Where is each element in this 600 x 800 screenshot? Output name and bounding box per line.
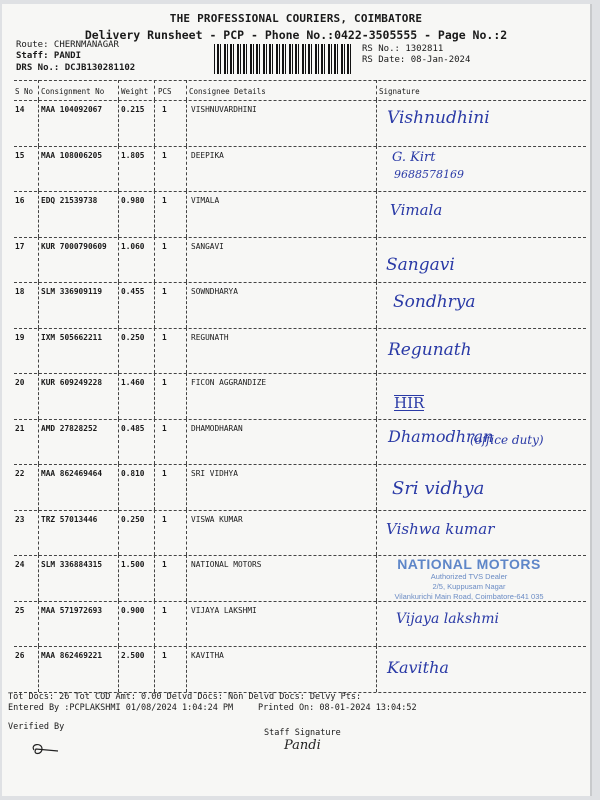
printed-on: Printed On: 08-01-2024 13:04:52 [258,703,417,713]
col-divider [376,601,377,647]
row-sno: 15 [15,150,25,160]
row-pcs: 1 [162,469,167,478]
staff-signature-label: Staff Signature [264,728,341,738]
row-consignment-no: AMD 27828252 [41,423,98,433]
stamp-line: Authorized TVS Dealer [430,572,508,581]
col-divider [38,237,39,283]
col-header-consignment: Consignment No [41,87,105,96]
col-header-signature: Signature [379,87,420,96]
col-divider [376,328,377,374]
col-divider [376,419,377,465]
col-divider [186,510,187,556]
row-signature-extra: 9688578169 [394,167,464,181]
col-divider [38,373,39,419]
col-divider [154,282,155,328]
row-weight: 0.215 [121,105,145,114]
stamp-line: 2/5, Kuppusam Nagar [432,582,506,591]
row-consignee: NATIONAL MOTORS [191,560,262,569]
row-consignment-no: MAA 862469221 [41,651,103,660]
row-pcs: 1 [162,560,167,569]
col-divider [38,146,39,192]
row-sno: 23 [15,514,25,524]
row-pcs: 1 [162,105,167,114]
route-label: Route: CHERNMANAGAR [16,40,119,50]
row-consignee: VISHNUVARDHINI [191,105,257,114]
col-divider [376,191,377,237]
col-divider [38,328,39,374]
row-rule [14,191,586,192]
row-consignment-no: SLM 336884315 [41,560,103,569]
col-divider [186,80,187,100]
col-divider [376,510,377,556]
row-consignment-no: MAA 108006205 [41,150,103,160]
row-signature-extra: (office duty) [470,432,544,447]
row-rule [14,282,586,283]
col-divider [376,100,377,146]
col-divider [186,146,187,192]
col-divider [38,601,39,647]
staff-signature-scribble: Pandi [284,738,321,753]
col-divider [186,555,187,601]
header-rule [14,100,586,101]
col-divider [118,373,119,419]
col-divider [154,328,155,374]
col-divider [154,601,155,647]
row-consignment-no: MAA 862469464 [41,469,103,478]
row-consignment-no: EDQ 21539738 [41,196,98,205]
col-divider [186,100,187,146]
row-consignee: FICON AGGRANDIZE [191,378,267,387]
row-signature: Vishwa kumar [386,519,495,538]
col-divider [376,237,377,283]
col-divider [376,464,377,510]
col-divider [154,191,155,237]
entered-by: Entered By :PCPLAKSHMI 01/08/2024 1:04:24 PM [8,703,234,713]
col-divider [154,100,155,146]
row-pcs: 1 [162,241,167,251]
col-divider [118,191,119,237]
row-weight: 0.810 [121,469,145,478]
col-divider [118,328,119,374]
row-weight: 0.250 [121,332,145,342]
row-consignee: SRI VIDHYA [191,469,238,478]
row-pcs: 1 [162,423,167,433]
row-consignee: VISWA KUMAR [191,514,243,524]
row-rule [14,464,586,465]
row-weight: 0.485 [121,423,145,433]
col-divider [38,282,39,328]
row-signature: HIR [394,394,425,412]
row-sno: 17 [15,241,25,251]
rs-date: RS Date: 08-Jan-2024 [362,55,471,65]
row-signature: Vishnudhini [387,108,490,128]
col-divider [38,555,39,601]
row-weight: 1.805 [121,150,145,160]
col-header-consignee: Consignee Details [189,87,266,96]
row-signature: G. Kirt [392,149,436,165]
row-signature: Vimala [390,201,443,219]
col-divider [154,80,155,100]
row-consignment-no: KUR 7000790609 [41,241,107,251]
col-divider [186,373,187,419]
col-divider [186,191,187,237]
row-pcs: 1 [162,287,167,296]
row-signature: Kavitha [387,658,449,677]
row-pcs: 1 [162,605,167,615]
row-rule [14,419,586,420]
row-rule [14,646,586,647]
row-weight: 0.250 [121,514,145,524]
col-divider [376,146,377,192]
col-divider [154,373,155,419]
drs-number: DRS No.: DCJB130281102 [16,63,136,73]
row-signature: Dhamodhran [388,426,494,446]
col-header-weight: Weight [121,87,149,96]
row-consignment-no: SLM 336909119 [41,287,103,296]
col-divider [118,419,119,465]
row-weight: 0.900 [121,605,145,615]
col-header-sno: S No [15,87,34,96]
verifier-signature-scribble [28,740,68,758]
col-divider [118,646,119,692]
col-divider [38,419,39,465]
col-divider [118,146,119,192]
row-rule [14,146,586,147]
row-consignment-no: KUR 609249228 [41,378,103,387]
row-pcs: 1 [162,196,167,205]
row-sno: 26 [15,651,25,660]
row-pcs: 1 [162,651,167,660]
row-signature: Regunath [388,339,472,360]
col-divider [154,510,155,556]
row-pcs: 1 [162,514,167,524]
row-rule [14,328,586,329]
col-divider [118,100,119,146]
runsheet-title: Delivery Runsheet - PCP - Phone No.:0422-3505555 - Page No.:2 [84,28,508,42]
table-top-rule [14,80,586,81]
runsheet-page [2,4,590,796]
row-consignee: DHAMODHARAN [191,423,243,433]
row-weight: 2.500 [121,651,145,660]
row-pcs: 1 [162,150,167,160]
row-signature: Sangavi [386,254,455,275]
row-sno: 25 [15,605,25,615]
stamp-line: Vilankurichi Main Road, Coimbatore-641 035 [394,592,544,601]
col-divider [376,373,377,419]
row-signature: Sondhrya [393,292,476,312]
col-divider [186,237,187,283]
col-divider [118,510,119,556]
col-divider [186,646,187,692]
col-divider [186,282,187,328]
col-divider [38,100,39,146]
row-signature: Sri vidhya [392,478,485,499]
row-sno: 16 [15,196,25,205]
col-header-pcs: PCS [158,87,172,96]
row-rule [14,373,586,374]
row-sno: 19 [15,332,25,342]
col-divider [186,328,187,374]
row-weight: 0.455 [121,287,145,296]
rs-number: RS No.: 1302811 [362,44,444,54]
col-divider [38,646,39,692]
row-weight: 1.500 [121,560,145,569]
col-divider [118,601,119,647]
col-divider [186,464,187,510]
row-rule [14,237,586,238]
col-divider [154,237,155,283]
verified-by-label: Verified By [8,722,65,732]
col-divider [118,237,119,283]
col-divider [118,464,119,510]
col-divider [38,191,39,237]
row-consignment-no: MAA 571972693 [41,605,103,615]
company-name: THE PROFESSIONAL COURIERS, COIMBATORE [169,12,423,25]
row-signature: Vijaya lakshmi [396,610,499,627]
row-consignee: SANGAVI [191,241,224,251]
col-divider [118,555,119,601]
row-consignment-no: MAA 104092067 [41,105,103,114]
col-divider [376,646,377,692]
col-divider [186,419,187,465]
row-consignment-no: TRZ 57013446 [41,514,98,524]
col-divider [154,646,155,692]
row-pcs: 1 [162,332,167,342]
dealer-stamp [384,556,554,606]
col-divider [38,464,39,510]
row-pcs: 1 [162,378,167,387]
col-divider [376,282,377,328]
row-sno: 24 [15,560,25,569]
col-divider [154,555,155,601]
row-sno: 20 [15,378,25,387]
row-weight: 1.060 [121,241,145,251]
row-consignee: REGUNATH [191,332,229,342]
staff-label: Staff: PANDI [16,51,82,61]
row-consignee: DEEPIKA [191,150,224,160]
row-consignee: KAVITHA [191,651,224,660]
row-sno: 18 [15,287,25,296]
col-divider [154,419,155,465]
row-rule [14,510,586,511]
totals-line: Tot Docs: 26 Tot COD Amt: 0.00 Delvd Docs: Non Delvd Docs: Delvy Pts: [8,692,362,702]
row-consignment-no: IXM 505662211 [41,332,103,342]
col-divider [38,80,39,100]
col-divider [376,555,377,601]
row-sno: 21 [15,423,25,433]
row-consignee: SOWNDHARYA [191,287,238,296]
row-weight: 1.460 [121,378,145,387]
row-sno: 14 [15,105,25,114]
col-divider [186,601,187,647]
col-divider [154,146,155,192]
col-divider [118,282,119,328]
row-consignee: VIMALA [191,196,220,205]
row-weight: 0.980 [121,196,145,205]
row-consignee: VIJAYA LAKSHMI [191,605,257,615]
barcode-graphic [214,44,354,74]
stamp-title: NATIONAL MOTORS [397,556,541,572]
col-divider [38,510,39,556]
col-divider [376,80,377,100]
col-divider [118,80,119,100]
row-sno: 22 [15,469,25,478]
col-divider [154,464,155,510]
